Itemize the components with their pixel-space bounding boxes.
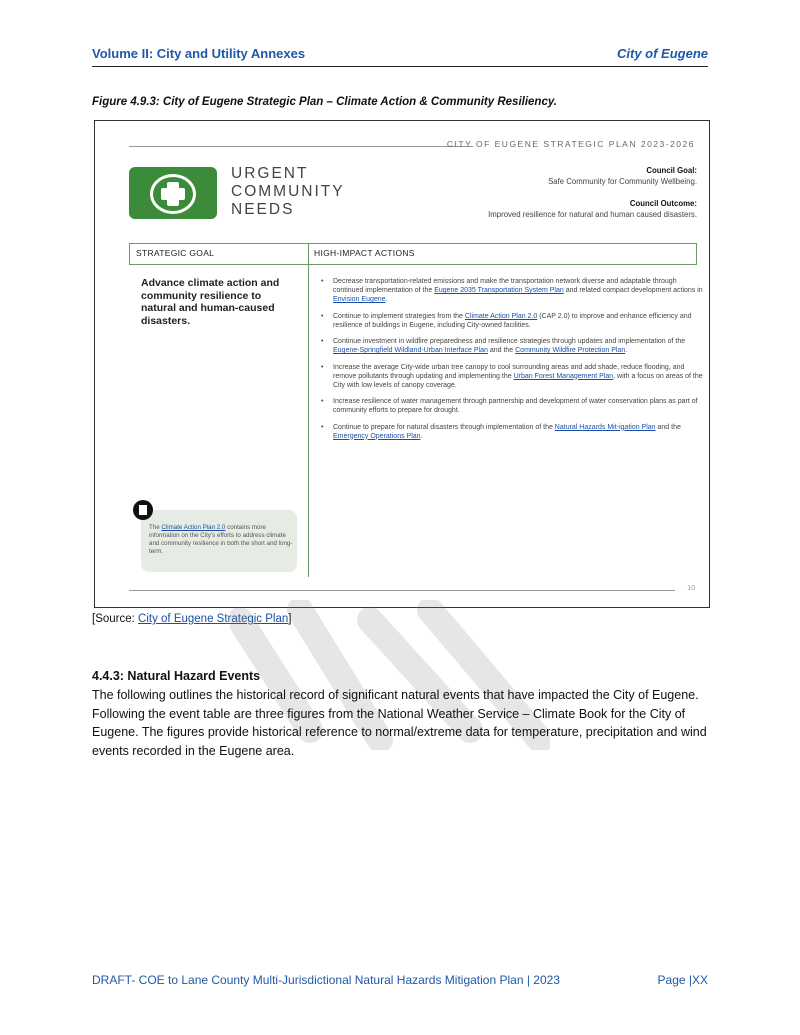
council-outcome-label: Council Outcome: <box>629 199 697 208</box>
logo-line-2: COMMUNITY <box>231 183 345 200</box>
col-header-strategic-goal: STRATEGIC GOAL <box>136 248 215 258</box>
link-emergency-operations-plan[interactable]: Emergency Operations Plan <box>333 432 421 440</box>
action-item: • Increase the average City-wide urban tree canopy to cool surrounding areas and add shade, reduce flooding, and remove pollutants through updating and implementing the Urban Forest Management Plan, with a focus on areas of the City with low levels of canopy coverage. <box>319 363 705 390</box>
council-goal-block <box>488 165 697 220</box>
council-outcome-text: Improved resilience for natural and human caused disasters. <box>488 210 697 219</box>
link-wildland-urban-interface-plan[interactable]: Eugene-Springfield Wildland-Urban Interface Plan <box>333 347 488 354</box>
column-divider <box>308 263 309 577</box>
section-body: The following outlines the historical record of significant natural events that have impacted the City of Eugene. Following the event table are three figures from the National Weather Service – Climate Book for the City of Eugene. The figures provide historical reference to normal/extreme data for temperature, precipitation and wind events recorded in the Eugene area. <box>92 688 707 758</box>
source-link[interactable]: City of Eugene Strategic Plan <box>138 613 289 625</box>
table-header-row <box>129 243 697 265</box>
action-item: • Continue to prepare for natural disasters through implementation of the Natural Hazards Mit-igation Plan and the Emergency Operations Plan. <box>319 423 705 441</box>
logo-line-1: URGENT <box>231 165 309 182</box>
note-text: The Climate Action Plan 2.0 contains more information on the City's efforts to address climate and community resilience in both the short and long-term. <box>149 524 293 555</box>
document-icon <box>133 500 153 520</box>
col-header-high-impact-actions: HIGH-IMPACT ACTIONS <box>314 248 415 258</box>
cross-icon <box>150 174 196 214</box>
figure-bottom-rule <box>129 590 675 591</box>
strategic-plan-figure <box>94 120 710 608</box>
council-goal-text: Safe Community for Community Wellbeing. <box>548 177 697 186</box>
logo-line-3: NEEDS <box>231 201 295 218</box>
figure-page-number: 10 <box>687 585 695 592</box>
council-goal-label: Council Goal: <box>646 166 697 175</box>
link-urban-forest-plan[interactable]: Urban Forest Management Plan <box>513 372 614 380</box>
logo-wordmark <box>231 165 345 219</box>
high-impact-actions-list <box>319 277 705 448</box>
figure-caption: Figure 4.9.3: City of Eugene Strategic Plan – Climate Action & Community Resiliency. <box>92 96 558 108</box>
footer-page-number: Page |XX <box>657 973 708 987</box>
figure-top-rule <box>129 146 473 147</box>
link-envision-eugene[interactable]: Envision Eugene <box>333 296 386 303</box>
link-natural-hazards-plan[interactable]: Natural Hazards Mit-igation Plan <box>554 423 656 431</box>
link-community-wildfire-protection-plan[interactable]: Community Wildfire Protection Plan <box>515 347 626 354</box>
section-heading: 4.4.3: Natural Hazard Events <box>92 669 261 683</box>
footer-plan-title: DRAFT- COE to Lane County Multi-Jurisdictional Natural Hazards Mitigation Plan | 2023 <box>92 973 560 987</box>
link-transportation-plan[interactable]: Eugene 2035 Transportation System Plan <box>434 287 564 294</box>
link-climate-action-plan[interactable]: Climate Action Plan 2.0 <box>464 312 538 320</box>
header-volume-title: Volume II: City and Utility Annexes <box>92 46 306 61</box>
note-link-climate-action-plan[interactable]: Climate Action Plan 2.0 <box>161 524 226 531</box>
source-citation: [Source: City of Eugene Strategic Plan] <box>92 613 292 625</box>
action-item: • Decrease transportation-related emissions and make the transportation network diverse and adaptable through continued implementation of the Eugene 2035 Transportation System Plan and related compact development actions in Envision Eugene. <box>319 277 705 304</box>
action-item: • Continue investment in wildfire preparedness and resilience strategies through updates and implementation of the Eugene-Springfield Wildland-Urban Interface Plan and the Community Wildfire Protection Plan. <box>319 337 705 355</box>
strategic-goal-text: Advance climate action and community resilience to natural and human-caused disasters. <box>141 277 280 327</box>
plan-title: CITY OF EUGENE STRATEGIC PLAN 2023-2026 <box>446 139 695 149</box>
header-city: City of Eugene <box>616 46 708 61</box>
page-header <box>92 46 708 67</box>
action-item: • Continue to implement strategies from the Climate Action Plan 2.0 (CAP 2.0) to improve and enhance efficiency and resilience of buildings in Eugene, including City-owned facilities. <box>319 312 705 330</box>
action-item: • Increase resilience of water management through partnership and development of water conservation plans as part of community efforts to prepare for drought. <box>319 397 705 415</box>
info-note <box>141 510 297 572</box>
urgent-needs-logo-icon <box>129 167 217 219</box>
